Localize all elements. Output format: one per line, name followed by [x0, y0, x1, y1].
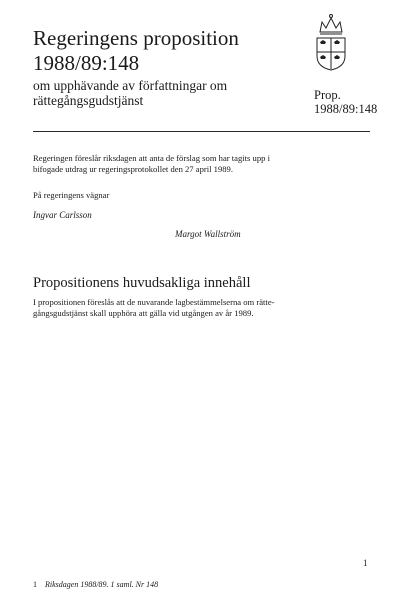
footer	[33, 580, 158, 589]
section-text-line2: gångsgudstjänst skall upphöra att gälla vid utgången av år 1989.	[33, 308, 254, 318]
signature-2: Margot Wallström	[175, 229, 241, 239]
coat-of-arms-icon	[312, 12, 350, 72]
signature-1: Ingvar Carlsson	[33, 210, 92, 220]
proposition-number: 1988/89:148	[33, 51, 140, 75]
subtitle-line2: rättegångsgudstjänst	[33, 93, 144, 108]
section-heading: Propositionens huvudsakliga innehåll	[33, 275, 251, 291]
section-text-line1: I propositionen föreslås att de nuvarande lagbestämmelserna om rätte-	[33, 297, 275, 307]
side-prop-label: Prop.	[314, 88, 341, 102]
page-number: 1	[363, 558, 368, 568]
paragraph-1-line1: Regeringen föreslår riksdagen att anta de förslag som har tagits upp i	[33, 153, 270, 163]
footer-number: 1	[33, 580, 37, 589]
side-prop-number: 1988/89:148	[314, 102, 378, 116]
subtitle-line1: om upphävande av författningar om	[33, 78, 228, 93]
paragraph-1	[33, 153, 373, 175]
section-text	[33, 297, 373, 319]
footer-text: Riksdagen 1988/89. 1 saml. Nr 148	[45, 580, 159, 589]
paragraph-1-line2: bifogade utdrag ur regeringsprotokollet den 27 april 1989.	[33, 164, 233, 174]
divider	[33, 131, 370, 132]
document-title: Regeringens proposition	[33, 26, 239, 50]
paragraph-2: På regeringens vägnar	[33, 190, 110, 200]
